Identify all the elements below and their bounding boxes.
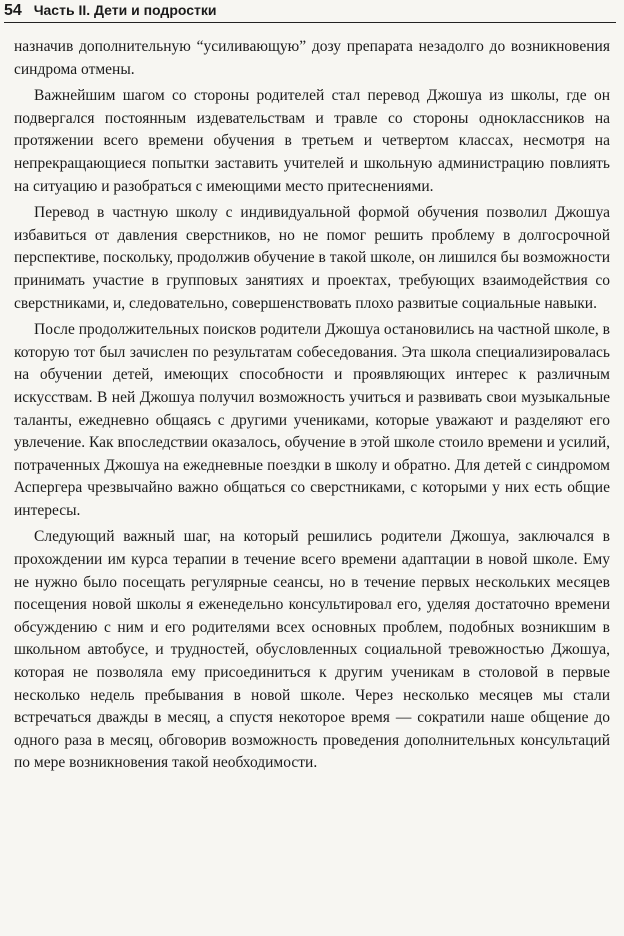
- page-number: 54: [4, 2, 22, 19]
- paragraph: После продолжительных поисков родители Джошуа остановились на частной школе, в которую тот был зачислен по результатам собеседования. Эта школа специализировалась на обучении детей, имеющих способности и проявляющих интерес к различным искусствам. В ней Джошуа получил возможность учиться и развивать свои музыкальные таланты, ежедневно общаясь с другими учениками, которые уважают и разделяют его увлечение. Как впоследствии оказалось, обучение в этой школе стоило времени и усилий, потраченных Джошуа на ежедневные поездки в школу и обратно. Для детей с синдромом Аспергера чрезвычайно важно общаться со сверстниками, с которыми у них есть общие интересы.: [14, 321, 610, 519]
- page-body: [14, 36, 610, 779]
- paragraph: Важнейшим шагом со стороны родителей стал перевод Джошуа из школы, где он подвергался постоянным издевательствам и травле со стороны одноклассников на протяжении всего времени обучения в третьем и четвертом классах, несмотря на непрекращающиеся попытки заставить учителей и школьную администрацию повлиять на ситуацию и разобраться с имеющими место притеснениями.: [14, 87, 610, 195]
- section-title: Часть II. Дети и подростки: [33, 2, 217, 18]
- paragraph: Следующий важный шаг, на который решились родители Джошуа, заключался в прохождении им курса терапии в течение всего времени адаптации в новой школе. Ему не нужно было посещать регулярные сеансы, но в течение первых нескольких месяцев посещения новой школы я еженедельно консультировал его, уделяя достаточно времени обсуждению с ним и его родителями всех основных проблем, подобных возникшим в школьном автобусе, и трудностей, обусловленных социальной тревожностью Джошуа, которая не позволяла ему присоединиться к другим ученикам в столовой в первые несколько недель пребывания в новой школе. Через несколько месяцев мы стали встречаться дважды в месяц, а спустя некоторое время — сократили наше общение до одного раза в месяц, обговорив возможность проведения дополнительных консультаций по мере возникновения такой необходимости.: [14, 528, 610, 772]
- running-header: [4, 0, 616, 23]
- paragraph-continued: назначив дополнительную “усиливающую” дозу препарата незадолго до возникновения синдрома отмены.: [14, 38, 610, 78]
- paragraph: Перевод в частную школу с индивидуальной формой обучения позволил Джошуа избавиться от давления сверстников, но не помог решить проблему в долгосрочной перспективе, поскольку, продолжив обучение в такой школе, он лишился бы возможности принимать участие в групповых занятиях и проектах, требующих взаимодействия со сверстниками, и, следовательно, совершенствовать плохо развитые социальные навыки.: [14, 204, 610, 312]
